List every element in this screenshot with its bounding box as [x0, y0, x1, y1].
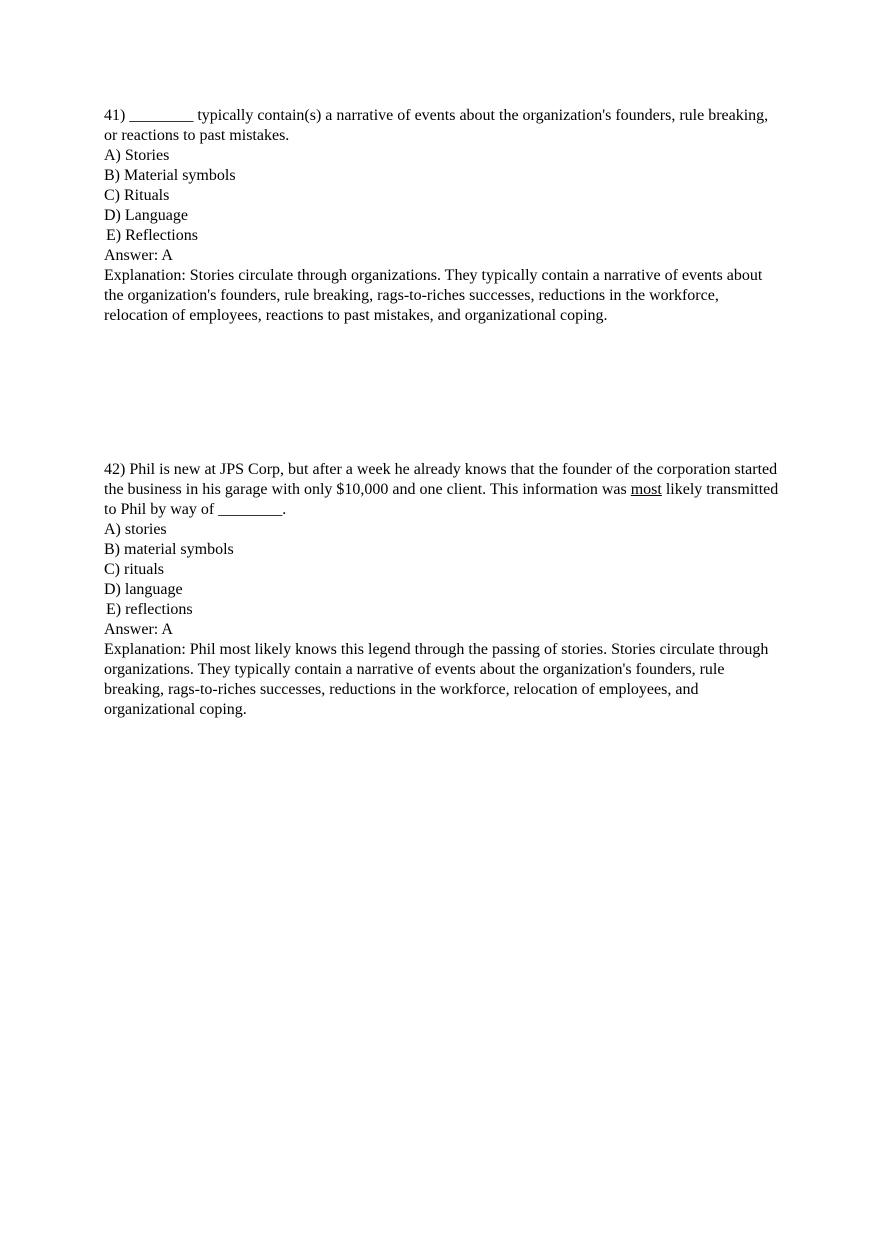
question-stem-part2: likely transmitted to Phil by way of ________.	[104, 481, 779, 518]
question-stem	[104, 460, 784, 520]
option-c: C) rituals	[104, 561, 164, 578]
option-d: D) language	[104, 581, 183, 598]
question-41	[104, 106, 784, 326]
option-c: C) Rituals	[104, 187, 170, 204]
option-e: E) reflections	[106, 601, 193, 618]
option-b: B) material symbols	[104, 541, 234, 558]
question-stem-part1: 42) Phil is new at JPS Corp, but after a week he already knows that the founder of the corporation started the business in his garage with only $10,000 and one client. This information was	[104, 461, 778, 498]
question-stem: 41) ________ typically contain(s) a narrative of events about the organization's founders, rule breaking, or reactions to past mistakes.	[104, 107, 769, 144]
explanation: Explanation: Phil most likely knows this legend through the passing of stories. Stories circulate through organizations. They typically contain a narrative of events about the organization's founders, rule breaking, rags-to-riches successes, reductions in the workforce, relocation of employees, and organizational coping.	[104, 641, 769, 718]
answer: Answer: A	[104, 247, 173, 264]
question-stem-emphasis: most	[630, 481, 662, 498]
option-b: B) Material symbols	[104, 167, 236, 184]
option-e: E) Reflections	[106, 227, 198, 244]
question-42	[104, 460, 784, 720]
answer: Answer: A	[104, 621, 173, 638]
explanation: Explanation: Stories circulate through organizations. They typically contain a narrative of events about the organization's founders, rule breaking, rags-to-riches successes, reductions in the workforce, relocation of employees, reactions to past mistakes, and organizational coping.	[104, 267, 763, 324]
option-a: A) stories	[104, 521, 167, 538]
option-a: A) Stories	[104, 147, 170, 164]
option-d: D) Language	[104, 207, 188, 224]
